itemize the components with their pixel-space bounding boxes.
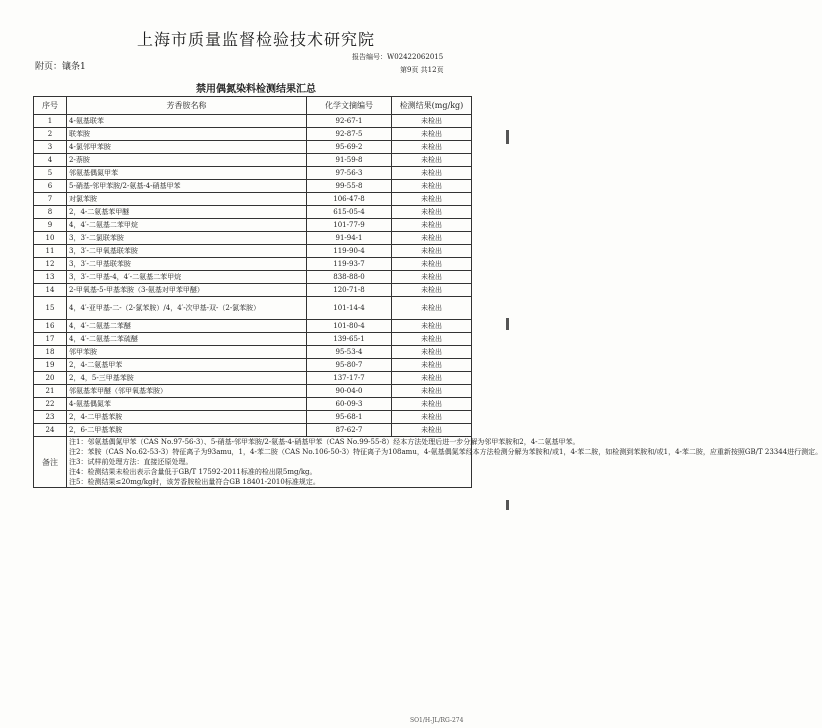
cas-number: 99-55-8 [307,180,392,193]
cas-number: 838-88-0 [307,271,392,284]
result-value: 未检出 [392,167,472,180]
amine-name: 4，4′-二氨基二苯甲烷 [67,219,307,232]
result-value: 未检出 [392,180,472,193]
result-value: 未检出 [392,115,472,128]
table-row [34,284,472,297]
result-value: 未检出 [392,128,472,141]
cas-number: 97-56-3 [307,167,392,180]
row-number: 6 [34,180,67,193]
table-row [34,167,472,180]
amine-name: 2-甲氧基-5-甲基苯胺（3-氨基对甲苯甲醚） [67,284,307,297]
remark-note: 注5：检测结果≤20mg/kg时，该芳香胺检出量符合GB 18401-2010标准规定。 [69,478,320,486]
cas-number: 106-47-8 [307,193,392,206]
table-row [34,193,472,206]
results-table [33,96,822,488]
amine-name: 3，3′-二甲氧基联苯胺 [67,245,307,258]
cas-number: 615-05-4 [307,206,392,219]
amine-name: 对氯苯胺 [67,193,307,206]
row-number: 24 [34,424,67,437]
cas-number: 101-77-9 [307,219,392,232]
result-value: 未检出 [392,193,472,206]
table-row [34,232,472,245]
remark-note: 注4：检测结果未检出表示含量低于GB/T 17592-2011标准的检出限5mg/kg。 [69,468,317,476]
result-value: 未检出 [392,284,472,297]
table-row [34,115,472,128]
row-number: 22 [34,398,67,411]
table-row [34,258,472,271]
result-value: 未检出 [392,232,472,245]
result-value: 未检出 [392,411,472,424]
amine-name: 2，4-二甲基苯胺 [67,411,307,424]
table-row [34,154,472,167]
header-result: 检测结果(mg/kg) [392,97,472,115]
cas-number: 92-87-5 [307,128,392,141]
cas-number: 101-80-4 [307,320,392,333]
result-value: 未检出 [392,258,472,271]
amine-name: 2，4-二氨基甲苯 [67,359,307,372]
table-row [34,333,472,346]
row-number: 3 [34,141,67,154]
row-number: 21 [34,385,67,398]
row-number: 15 [34,297,67,320]
result-value: 未检出 [392,372,472,385]
cas-number: 137-17-7 [307,372,392,385]
table-row [34,141,472,154]
scan-edge-mark [506,500,509,510]
scan-edge-mark [506,130,509,144]
row-number: 14 [34,284,67,297]
cas-number: 92-67-1 [307,115,392,128]
amine-name: 3，3′-二甲基-4，4′-二氨基二苯甲烷 [67,271,307,284]
cas-number: 95-68-1 [307,411,392,424]
remarks-row [34,437,472,488]
table-row [34,411,472,424]
result-value: 未检出 [392,346,472,359]
amine-name: 2，4，5-三甲基苯胺 [67,372,307,385]
table-row [34,297,472,320]
cas-number: 91-94-1 [307,232,392,245]
document-title: 禁用偶氮染料检测结果汇总 [196,84,316,95]
row-number: 19 [34,359,67,372]
result-value: 未检出 [392,297,472,320]
remarks-cell [67,437,822,488]
amine-name: 3，3′-二甲基联苯胺 [67,258,307,271]
table-row [34,424,472,437]
amine-name: 4-氯邻甲苯胺 [67,141,307,154]
result-value: 未检出 [392,359,472,372]
remark-note: 注2：苯胺（CAS No.62-53-3）特征离子为93amu，1，4-苯二胺（CAS No.106-50-3）特征离子为108amu，4-氨基偶氮苯经本方法检测分解为苯胺和/或1，4-苯二胺，如检测到苯胺和/或1，4-苯二胺，应重新按照GB/T 23344进行测定。 [69,448,822,456]
row-number: 9 [34,219,67,232]
cas-number: 60-09-3 [307,398,392,411]
result-value: 未检出 [392,245,472,258]
result-value: 未检出 [392,271,472,284]
cas-number: 90-04-0 [307,385,392,398]
cas-number: 87-62-7 [307,424,392,437]
result-value: 未检出 [392,154,472,167]
table-row [34,398,472,411]
result-value: 未检出 [392,141,472,154]
table-row [34,346,472,359]
cas-number: 95-69-2 [307,141,392,154]
remark-note: 注1：邻氨基偶氮甲苯（CAS No.97-56-3）、5-硝基-邻甲苯胺/2-氨基-4-硝基甲苯（CAS No.99-55-8）经本方法处理后进一步分解为邻甲苯胺和2，4-二氨基甲苯。 [69,438,580,446]
table-row [34,180,472,193]
cas-number: 119-93-7 [307,258,392,271]
row-number: 4 [34,154,67,167]
header-no: 序号 [34,97,67,115]
table-row [34,320,472,333]
row-number: 1 [34,115,67,128]
amine-name: 邻氨基苯甲醚（邻甲氧基苯胺） [67,385,307,398]
cas-number: 95-53-4 [307,346,392,359]
table-row [34,385,472,398]
table-row [34,271,472,284]
table-row [34,219,472,232]
amine-name: 2，6-二甲基苯胺 [67,424,307,437]
row-number: 5 [34,167,67,180]
header-cas: 化学文摘编号 [307,97,392,115]
row-number: 7 [34,193,67,206]
table-header-row [34,97,472,115]
row-number: 16 [34,320,67,333]
table-row [34,206,472,219]
cas-number: 91-59-8 [307,154,392,167]
table-row [34,245,472,258]
amine-name: 联苯胺 [67,128,307,141]
row-number: 20 [34,372,67,385]
amine-name: 4-氨基偶氮苯 [67,398,307,411]
row-number: 17 [34,333,67,346]
cas-number: 139-65-1 [307,333,392,346]
amine-name: 4-氨基联苯 [67,115,307,128]
cas-number: 120-71-8 [307,284,392,297]
amine-name: 2，4-二氨基苯甲醚 [67,206,307,219]
report-number: 报告编号：W02422062015 [352,53,444,61]
row-number: 23 [34,411,67,424]
amine-name: 4，4′-二氨基二苯硫醚 [67,333,307,346]
row-number: 12 [34,258,67,271]
appendix-label: 附页：镶条1 [35,62,86,72]
row-number: 11 [34,245,67,258]
row-number: 10 [34,232,67,245]
cas-number: 95-80-7 [307,359,392,372]
header-name: 芳香胺名称 [67,97,307,115]
table-row [34,372,472,385]
cas-number: 119-90-4 [307,245,392,258]
scan-edge-mark [506,318,509,330]
result-value: 未检出 [392,424,472,437]
institute-title: 上海市质量监督检验技术研究院 [136,30,375,49]
result-value: 未检出 [392,320,472,333]
amine-name: 邻甲苯胺 [67,346,307,359]
amine-name: 2-萘胺 [67,154,307,167]
cas-number: 101-14-4 [307,297,392,320]
remarks-label: 备注 [34,437,67,488]
result-value: 未检出 [392,206,472,219]
amine-name: 4，4′-二氨基二苯醚 [67,320,307,333]
table-row [34,359,472,372]
result-value: 未检出 [392,333,472,346]
row-number: 2 [34,128,67,141]
row-number: 13 [34,271,67,284]
result-value: 未检出 [392,219,472,232]
amine-name: 邻氨基偶氮甲苯 [67,167,307,180]
row-number: 18 [34,346,67,359]
page-info: 第9页 共12页 [400,66,444,74]
result-value: 未检出 [392,398,472,411]
table-row [34,128,472,141]
remark-note: 注3：试样前处理方法：直接还原处理。 [69,458,193,466]
footer-form-code: SO1/H-JL/RG-274 [410,717,464,724]
result-value: 未检出 [392,385,472,398]
amine-name: 4，4′-亚甲基-二-（2-氯苯胺）/4，4′-次甲基-双-（2-氯苯胺） [67,297,307,320]
row-number: 8 [34,206,67,219]
amine-name: 3，3′-二氯联苯胺 [67,232,307,245]
amine-name: 5-硝基-邻甲苯胺/2-氨基-4-硝基甲苯 [67,180,307,193]
